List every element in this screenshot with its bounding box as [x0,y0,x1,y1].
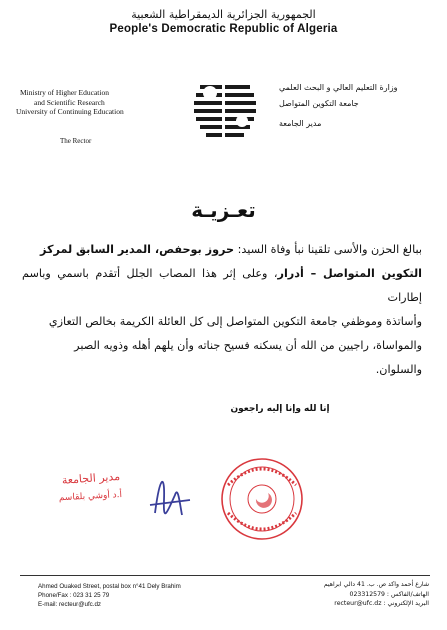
stamp-rector-text: مدير الجامعة [61,469,121,487]
footer-english-contact [38,582,238,609]
footer-phone-ar: الهاتف/الفاكس : 023312579 [349,590,429,598]
university-arabic: جامعة التكوين المتواصل [279,99,359,108]
rector-title-english: The Rector [60,137,92,145]
rector-title-arabic: مدير الجامعة [279,119,322,128]
body-line-4: والمواساة، راجيين من الله أن يسكنه فسيح جناته وأن يلهم أهله وذويه الصبر [74,339,422,352]
footer-address-en: Ahmed Ouaked Street, postal box n°41 Dely Brahim [38,583,181,590]
footer-divider [20,575,430,576]
header-republic-arabic: الجمهورية الجزائرية الديمقراطية الشعبية [131,8,316,21]
ministry-line-2: and Scientific Research [34,97,105,107]
stamp-name-text: أ.د أوشي بلقاسم [58,489,123,504]
svg-text:أ.د أوشي بلقاسم [58,488,122,503]
condolence-body [22,238,422,382]
body-line-5: والسلوان. [375,363,422,376]
body-line-2 [22,262,422,310]
university-name: University of Continuing Education [16,107,124,116]
svg-text:مدير الجامعة [61,470,120,487]
english-institution-block [16,88,170,117]
university-logo [170,73,280,148]
signature-text-stamp [58,470,122,503]
ministry-line-1: Ministry of Higher Education [20,88,109,97]
closing-verse: إنا لله وإنا إليه راجعون [230,404,330,414]
body-line-1-intro: ببالغ الحزن والأسى تلقينا نبأ وفاة السيد: [234,243,422,256]
document-title: تعـزيـة [191,198,256,222]
body-line-3: وأساتذة وموظفي جامعة التكوين المتواصل إلى كل العائلة الكريمة بخالص التعازي [48,315,422,328]
footer-address-ar: شارع أحمد واكد ص. ب. 41 دالي ابراهيم [323,581,429,588]
body-line-1 [22,238,422,262]
footer-arabic-contact [259,580,429,609]
body-line-2-rest: ، وعلى إثر هذا المصاب الجلل أتقدم باسمي وباسم إطارات [22,267,422,304]
center-name: التكوين المتواصل – أدرار [277,267,422,280]
header-republic-english: People's Democratic Republic of Algeria [109,23,338,35]
ministry-arabic: وزارة التعليم العالي و البحث العلمي [279,83,398,92]
deceased-name: حروز بوحفص، المدير السابق لمركز [40,243,235,256]
footer-phone-en: Phone/Fax : 023 31 25 79 [38,592,110,599]
official-stamp-and-signature [58,455,320,550]
footer-email-ar: البريد الإلكتروني : recteur@ufc.dz [334,600,429,607]
footer-email-en: E-mail: recteur@ufc.dz [38,601,102,608]
arabic-institution-block [279,80,429,132]
round-seal [222,459,302,539]
handwritten-signature [150,482,190,515]
